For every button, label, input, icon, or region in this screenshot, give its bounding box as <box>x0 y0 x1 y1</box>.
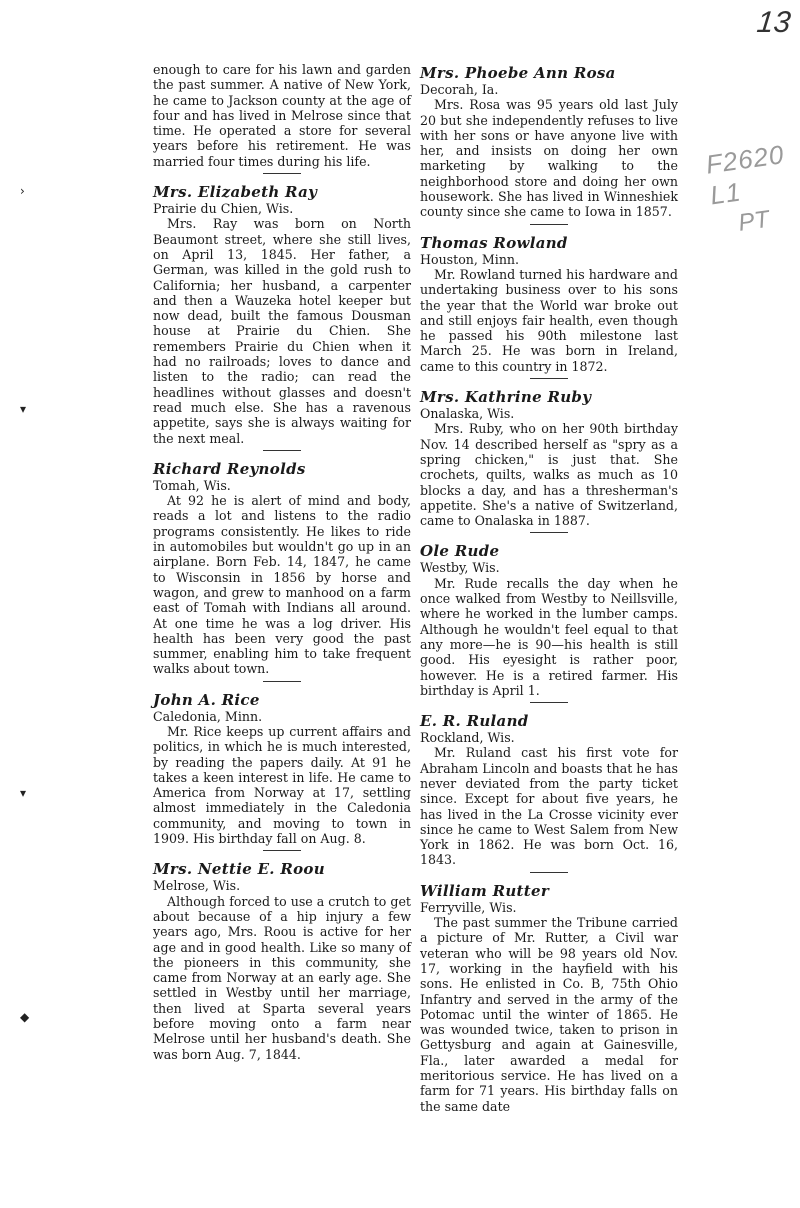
margin-note-line: F2620 L1 <box>704 139 787 211</box>
continued-paragraph: enough to care for his lawn and garden the past summer. A native of New York, he came to Jackson county at the age of four and has lived in Melrose since that time. He operated a store for several years before his retirement. He was married four times during his life. <box>153 62 411 169</box>
separator-rule <box>263 450 301 451</box>
edge-mark: ◆ <box>20 1010 30 1024</box>
handwritten-margin-note <box>704 137 800 241</box>
entry-text: Mr. Rice keeps up current affairs and politics, in which he is much interested, by reading the papers daily. At 91 he takes a keen interest in life. He came to America from Norway at 17, settling almost immediately in the Caledonia community, and moving to town in 1909. His birthday fall on Aug. 8. <box>153 723 411 847</box>
obituary-entry <box>153 860 411 1062</box>
edge-mark: › <box>20 184 25 198</box>
margin-note-line: PT <box>736 205 771 237</box>
entry-name: Mrs. Elizabeth Ray <box>153 183 318 202</box>
separator-rule <box>530 872 568 873</box>
entry-text: Mr. Ruland cast his first vote for Abraham Lincoln and boasts that he has never deviated from the party ticket since. Except for about five years, he has lived in the La Crosse vicinity ever since he came to West Salem from New York in 1862. He was born Oct. 16, 1843. <box>420 745 678 868</box>
entry-place: Caledonia, Minn. <box>153 708 263 724</box>
separator-rule <box>263 681 301 682</box>
obituary-entry <box>420 542 678 698</box>
entry-text: The past summer the Tribune carried a picture of Mr. Rutter, a Civil war veteran who will be 98 years old Nov. 17, working in the hayfield with his sons. He enlisted in Co. B, 75th Ohio Infantry and served in the army of the Potomac until the winter of 1865. He was wounded twice, taken to prison in Gettysburg and again at Gainesville, Fla., later awarded a medal for meritorious service. He has lived on a farm for 71 years. His birthday falls on the same date <box>420 915 678 1114</box>
entry-place: Ferryville, Wis. <box>420 899 517 915</box>
separator-rule <box>530 224 568 225</box>
obituary-entry <box>420 388 678 528</box>
entry-name: Mrs. Phoebe Ann Rosa <box>420 64 616 82</box>
separator-rule <box>530 532 568 533</box>
left-column <box>153 62 411 1066</box>
entry-text: Mrs. Ray was born on North Beaumont street, where she still lives, on April 13, 1845. Her father, a German, was killed in the gold rush to California; her husband, a carpenter and then a Wauzeka hotel keeper but now dead, built the famous Dousman house at Prairie du Chien. She remembers Prairie du Chien when it had no railroads; loves to dance and listen to the radio; can read the headlines without glasses and doesn't read much else. She has a ravenous appetite, says she is always waiting for the next meal. <box>153 216 411 446</box>
obituary-entry <box>153 183 411 446</box>
entry-text: Although forced to use a crutch to get about because of a hip injury a few years ago, Mrs. Roou is active for her age and in good health. Like so many of the pioneers in this community, she came from Norway at an early age. She settled in Westby until her marriage, then lived at Sparta several years before moving onto a farm near Melrose until her husband's death. She was born Aug. 7, 1844. <box>153 893 411 1062</box>
entry-place: Tomah, Wis. <box>153 477 231 493</box>
right-column <box>420 62 678 1118</box>
entry-place: Decorah, Ia. <box>420 82 499 97</box>
entry-name: Mrs. Nettie E. Roou <box>153 860 325 879</box>
entry-text: Mrs. Rosa was 95 years old last July 20 but she independently refuses to live with her sons or have anyone live with her, and insists on doing her own marketing by walking to the neighborhood store and doing her own housework. She has lived in Winneshiek county since she came to Iowa in 1857. <box>420 97 678 220</box>
entry-text: At 92 he is alert of mind and body, reads a lot and listens to the radio programs consistently. He likes to ride in automobiles but wouldn't go up in an airplane. Born Feb. 14, 1847, he came to Wisconsin in 1856 by horse and wagon, and grew to manhood on a farm east of Tomah with Indians all around. At one time he was a log driver. His health has been very good the past summer, enabling him to take frequent walks about town. <box>153 493 411 677</box>
entry-place: Melrose, Wis. <box>153 878 241 894</box>
entry-name: Mrs. Kathrine Ruby <box>420 388 592 407</box>
entry-text: Mr. Rude recalls the day when he once walked from Westby to Neillsville, where he worked in the lumber camps. Although he wouldn't feel equal to that any more—he is 90—his health is still good. His eyesight is rather poor, however. He is a retired farmer. His birthday is April 1. <box>420 575 678 698</box>
separator-rule <box>530 702 568 703</box>
obituary-entry <box>420 64 678 220</box>
entry-name: William Rutter <box>420 881 550 900</box>
obituary-entry <box>420 882 678 1114</box>
separator-rule <box>530 378 568 379</box>
separator-rule <box>263 173 301 174</box>
entry-text: Mr. Rowland turned his hardware and undertaking business over to his sons the year that the World war broke out and still enjoys fair health, even though he passed his 90th milestone last March 25. He was born in Ireland, came to this country in 1872. <box>420 266 678 374</box>
entry-name: Thomas Rowland <box>420 233 568 252</box>
obituary-entry <box>420 234 678 374</box>
obituary-entry <box>420 712 678 868</box>
edge-mark: ▾ <box>20 786 27 800</box>
entry-text: Mrs. Ruby, who on her 90th birthday Nov. 14 described herself as "spry as a spring chicken," is just that. She crochets, quilts, walks as much as 10 blocks a day, and has a thresherman's appetite. She's a native of Switzerland, came to Onalaska in 1887. <box>420 421 678 529</box>
entry-place: Onalaska, Wis. <box>420 406 515 422</box>
entry-place: Houston, Minn. <box>420 251 520 267</box>
entry-name: E. R. Ruland <box>420 712 529 731</box>
page-number: 13 <box>755 6 793 39</box>
edge-mark: ▾ <box>20 402 27 416</box>
entry-place: Prairie du Chien, Wis. <box>153 201 294 217</box>
obituary-entry <box>153 460 411 677</box>
entry-place: Rockland, Wis. <box>420 730 515 746</box>
separator-rule <box>263 850 301 851</box>
entry-name: Richard Reynolds <box>153 459 306 478</box>
entry-name: Ole Rude <box>420 542 500 561</box>
obituary-entry <box>153 691 411 847</box>
entry-name: John A. Rice <box>153 690 260 709</box>
entry-place: Westby, Wis. <box>420 560 500 576</box>
